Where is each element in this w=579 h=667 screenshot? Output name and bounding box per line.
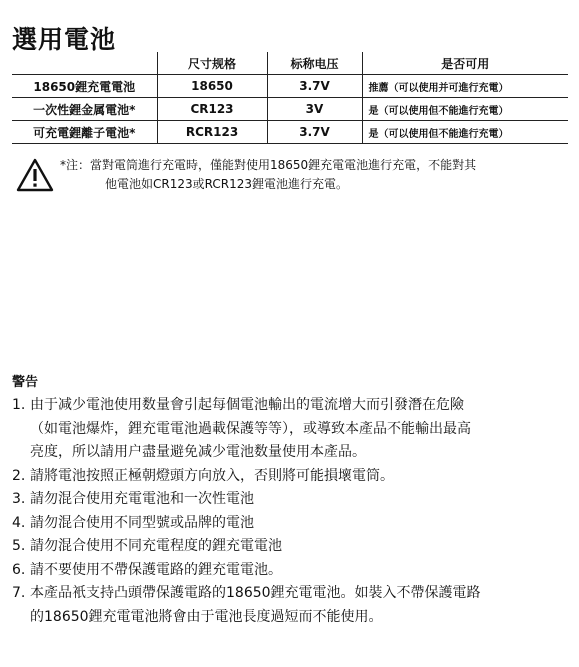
item-number: 5. bbox=[12, 538, 26, 554]
item-line: 請勿混合使用充電電池和一次性電池 bbox=[30, 491, 254, 507]
note-line: 他電池如CR123或RCR123鋰電池進行充電。 bbox=[105, 177, 348, 191]
table-header-row bbox=[12, 52, 568, 75]
note-text bbox=[60, 156, 576, 194]
list-item bbox=[12, 488, 568, 512]
cell-size: 18650 bbox=[157, 75, 267, 98]
cell-size: RCR123 bbox=[157, 121, 267, 144]
cell-available: 是（可以使用但不能進行充電） bbox=[362, 98, 568, 121]
cell-voltage: 3V bbox=[267, 98, 362, 121]
item-line: 請勿混合使用不同充電程度的鋰充電電池 bbox=[30, 538, 282, 554]
column-header-type bbox=[12, 52, 157, 75]
item-number: 3. bbox=[12, 491, 26, 507]
table-row bbox=[12, 98, 568, 121]
item-line: （如電池爆炸，鋰充電電池過載保護等等），或導致本產品不能輸出最高 bbox=[30, 420, 471, 437]
item-line: 請勿混合使用不同型號或品牌的電池 bbox=[30, 514, 254, 531]
warning-list bbox=[12, 394, 568, 629]
item-number: 4. bbox=[12, 514, 26, 531]
table-row bbox=[12, 75, 568, 98]
item-number: 6. bbox=[12, 561, 26, 578]
battery-table bbox=[12, 52, 568, 144]
list-item bbox=[12, 535, 568, 559]
cell-battery-type: 18650鋰充電電池 bbox=[12, 75, 157, 98]
cell-size: CR123 bbox=[157, 98, 267, 121]
list-item bbox=[12, 465, 568, 489]
item-line: 本產品衹支持凸頭帶保護電路的18650鋰充電電池。如裝入不帶保護電路 bbox=[30, 585, 481, 601]
cell-battery-type: 一次性鋰金属電池* bbox=[12, 98, 157, 121]
list-item bbox=[12, 512, 568, 536]
item-line: 請不要使用不帶保護電路的鋰充電電池。 bbox=[30, 561, 282, 578]
note-line: *注：當對電筒進行充電時，僅能對使用18650鋰充電電池進行充電，不能對其 bbox=[60, 158, 477, 172]
list-item bbox=[12, 582, 568, 629]
column-header-voltage: 标称电压 bbox=[267, 52, 362, 75]
warning-heading: 警告 bbox=[12, 375, 39, 390]
cell-battery-type: 可充電鋰離子電池* bbox=[12, 121, 157, 144]
item-number: 7. bbox=[12, 585, 26, 601]
item-line: 請將電池按照正極朝燈頭方向放入，否則將可能損壞電筒。 bbox=[30, 467, 394, 484]
column-header-size: 尺寸规格 bbox=[157, 52, 267, 75]
list-item bbox=[12, 559, 568, 583]
item-number: 1. bbox=[12, 397, 26, 413]
cell-available: 是（可以使用但不能進行充電） bbox=[362, 121, 568, 144]
cell-available: 推薦（可以使用并可進行充電） bbox=[362, 75, 568, 98]
cell-voltage: 3.7V bbox=[267, 121, 362, 144]
list-item bbox=[12, 394, 568, 465]
cell-voltage: 3.7V bbox=[267, 75, 362, 98]
table-row bbox=[12, 121, 568, 144]
item-number: 2. bbox=[12, 467, 26, 484]
item-line: 亮度，所以請用户盡量避免减少電池数量使用本產品。 bbox=[30, 444, 366, 460]
item-line: 由于减少電池使用数量會引起每個電池輸出的電流增大而引發潛在危險 bbox=[30, 397, 464, 413]
page-title: 選用電池 bbox=[12, 25, 117, 54]
item-line: 的18650鋰充電電池將會由于電池長度過短而不能使用。 bbox=[30, 608, 383, 625]
warning-triangle-icon bbox=[16, 158, 54, 192]
column-header-available: 是否可用 bbox=[362, 52, 568, 75]
